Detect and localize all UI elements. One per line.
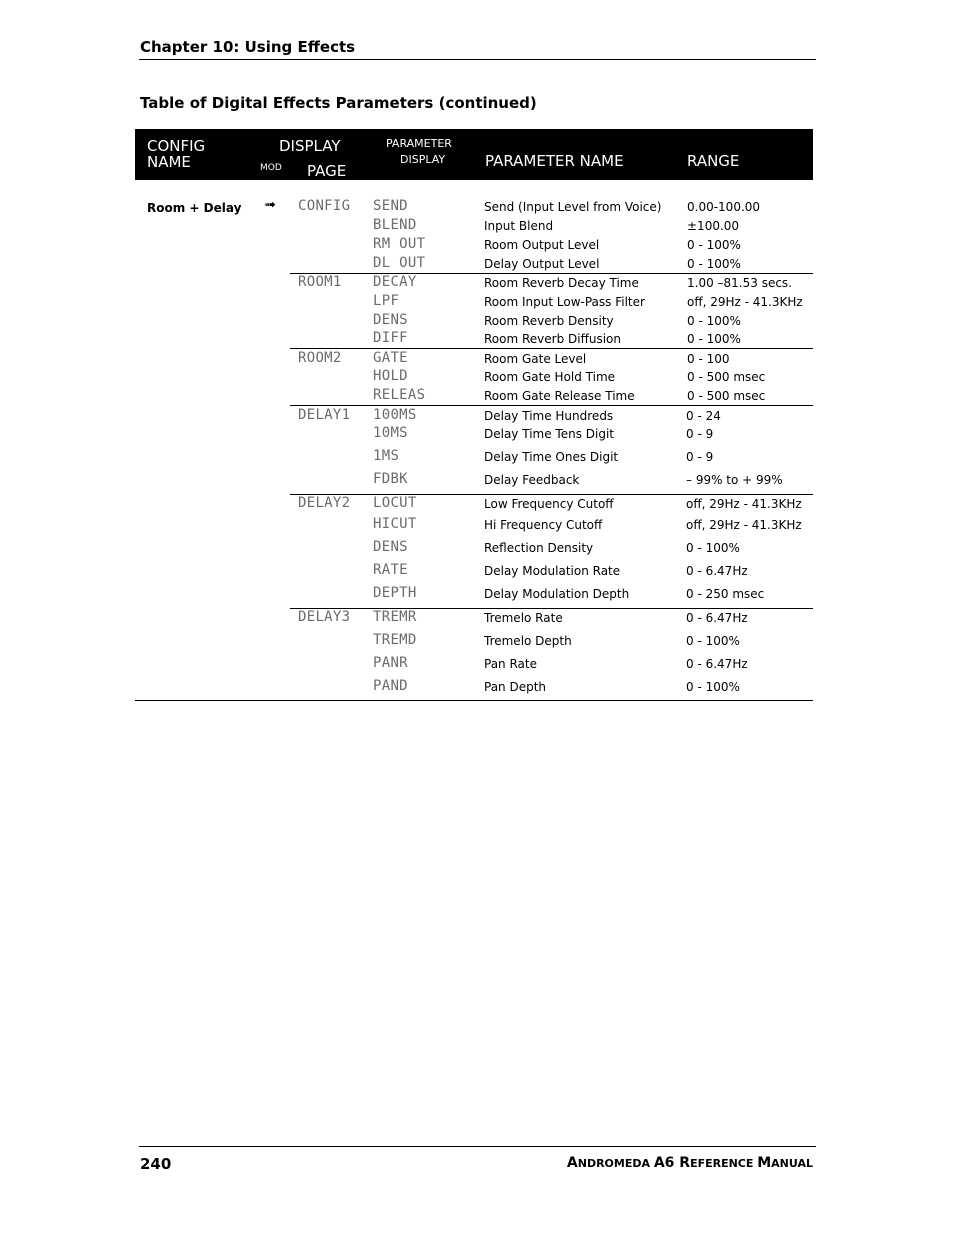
parameter-range: 0 - 500 msec bbox=[687, 370, 766, 384]
parameter-name: Low Frequency Cutoff bbox=[484, 497, 614, 511]
parameter-display: PANR bbox=[373, 655, 408, 671]
manual-title-part: EFERENCE bbox=[690, 1157, 758, 1170]
parameter-range: 0 - 100% bbox=[687, 332, 741, 346]
parameter-range: 0 - 100% bbox=[686, 680, 740, 694]
parameter-name: Room Reverb Decay Time bbox=[484, 276, 639, 290]
parameter-display: DEPTH bbox=[373, 585, 417, 601]
parameter-display: RELEAS bbox=[373, 387, 426, 403]
parameter-display: DIFF bbox=[373, 330, 408, 346]
parameter-name: Delay Modulation Depth bbox=[484, 587, 630, 601]
table-title: Table of Digital Effects Parameters (continued) bbox=[140, 94, 537, 112]
col-display-label-2: PAGE bbox=[307, 162, 347, 180]
parameter-display: DL OUT bbox=[373, 255, 426, 271]
col-config-label-2: NAME bbox=[147, 153, 191, 171]
parameter-display: 10MS bbox=[373, 425, 408, 441]
parameter-display: TREMD bbox=[373, 632, 417, 648]
manual-title-part: NDROMEDA bbox=[577, 1157, 654, 1170]
manual-title-part: ANUAL bbox=[771, 1157, 813, 1170]
parameter-range: – 99% to + 99% bbox=[686, 473, 783, 487]
parameter-name: Hi Frequency Cutoff bbox=[484, 518, 603, 532]
table-bottom-rule bbox=[135, 700, 813, 701]
parameter-display: 100MS bbox=[373, 407, 417, 423]
display-page: DELAY2 bbox=[298, 495, 351, 511]
parameter-display: GATE bbox=[373, 350, 408, 366]
parameter-range: 0 - 250 msec bbox=[686, 587, 765, 601]
parameter-range: 0 - 100% bbox=[686, 541, 740, 555]
parameter-range: off, 29Hz - 41.3KHz bbox=[687, 295, 803, 309]
header-rule bbox=[139, 59, 816, 60]
config-name: Room + Delay bbox=[147, 201, 242, 215]
manual-title bbox=[533, 1155, 813, 1171]
parameter-name: Tremelo Depth bbox=[484, 634, 572, 648]
display-page: CONFIG bbox=[298, 198, 351, 214]
parameter-display: DECAY bbox=[373, 274, 417, 290]
parameter-name: Send (Input Level from Voice) bbox=[484, 200, 662, 214]
col-display-label-1: DISPLAY bbox=[279, 137, 341, 155]
footer-rule bbox=[139, 1146, 816, 1147]
parameter-name: Room Input Low-Pass Filter bbox=[484, 295, 645, 309]
parameter-range: 0 - 9 bbox=[686, 450, 714, 464]
parameter-range: 0 - 100% bbox=[687, 238, 741, 252]
parameter-name: Delay Time Hundreds bbox=[484, 409, 614, 423]
parameter-name: Delay Time Ones Digit bbox=[484, 450, 619, 464]
manual-title-part: A bbox=[566, 1155, 578, 1171]
parameter-range: 0 - 100% bbox=[687, 314, 741, 328]
parameter-display: SEND bbox=[373, 198, 408, 214]
manual-title-part: M bbox=[757, 1155, 772, 1171]
group-divider bbox=[290, 273, 813, 274]
parameter-name: Reflection Density bbox=[484, 541, 594, 555]
parameter-name: Pan Depth bbox=[484, 680, 547, 694]
parameter-name: Room Output Level bbox=[484, 238, 600, 252]
col-param-display-label-1: PARAMETER bbox=[386, 137, 452, 150]
parameter-display: LPF bbox=[373, 293, 400, 309]
group-divider bbox=[290, 348, 813, 349]
col-range-label: RANGE bbox=[687, 152, 740, 170]
parameter-range: 0 - 9 bbox=[686, 427, 714, 441]
parameter-name: Delay Time Tens Digit bbox=[484, 427, 614, 441]
parameter-range: ±100.00 bbox=[687, 219, 740, 233]
display-page: ROOM2 bbox=[298, 350, 342, 366]
parameter-display: RM OUT bbox=[373, 236, 426, 252]
parameter-name: Tremelo Rate bbox=[484, 611, 563, 625]
parameter-name: Room Reverb Diffusion bbox=[484, 332, 621, 346]
parameter-range: 0 - 6.47Hz bbox=[686, 611, 748, 625]
col-param-display-label-2: DISPLAY bbox=[400, 153, 446, 166]
parameter-display: TREMR bbox=[373, 609, 417, 625]
parameter-range: off, 29Hz - 41.3KHz bbox=[686, 497, 802, 511]
parameter-name: Room Reverb Density bbox=[484, 314, 614, 328]
parameter-display: PAND bbox=[373, 678, 408, 694]
parameter-range: off, 29Hz - 41.3KHz bbox=[686, 518, 802, 532]
parameter-display: FDBK bbox=[373, 471, 408, 487]
display-page: DELAY3 bbox=[298, 609, 351, 625]
col-mod-label: MOD bbox=[260, 163, 282, 173]
parameter-name: Room Gate Level bbox=[484, 352, 587, 366]
chapter-title: Chapter 10: Using Effects bbox=[140, 38, 356, 56]
parameter-display: HICUT bbox=[373, 516, 417, 532]
parameter-range: 0 - 100 bbox=[687, 352, 730, 366]
mod-arrow-icon: ➟ bbox=[264, 197, 276, 213]
parameter-range: 0 - 500 msec bbox=[687, 389, 766, 403]
parameter-range: 1.00 –81.53 secs. bbox=[687, 276, 792, 290]
display-page: DELAY1 bbox=[298, 407, 351, 423]
parameter-range: 0.00-100.00 bbox=[687, 200, 761, 214]
page-number: 240 bbox=[140, 1155, 172, 1173]
parameter-display: LOCUT bbox=[373, 495, 417, 511]
parameter-name: Delay Modulation Rate bbox=[484, 564, 621, 578]
parameter-display: 1MS bbox=[373, 448, 400, 464]
parameter-name: Input Blend bbox=[484, 219, 554, 233]
parameter-display: DENS bbox=[373, 539, 408, 555]
parameter-display: RATE bbox=[373, 562, 408, 578]
parameter-range: 0 - 24 bbox=[686, 409, 721, 423]
group-divider bbox=[290, 494, 813, 495]
group-divider bbox=[290, 608, 813, 609]
parameter-range: 0 - 6.47Hz bbox=[686, 657, 748, 671]
parameter-display: BLEND bbox=[373, 217, 417, 233]
parameter-range: 0 - 100% bbox=[687, 257, 741, 271]
parameter-name: Delay Feedback bbox=[484, 473, 580, 487]
col-config-label-1: CONFIG bbox=[147, 137, 206, 155]
parameter-name: Room Gate Hold Time bbox=[484, 370, 616, 384]
parameter-display: HOLD bbox=[373, 368, 408, 384]
table-header bbox=[135, 129, 813, 180]
parameter-range: 0 - 100% bbox=[686, 634, 740, 648]
parameter-name: Delay Output Level bbox=[484, 257, 600, 271]
display-page: ROOM1 bbox=[298, 274, 342, 290]
parameter-range: 0 - 6.47Hz bbox=[686, 564, 748, 578]
parameter-name: Pan Rate bbox=[484, 657, 537, 671]
parameter-display: DENS bbox=[373, 312, 408, 328]
group-divider bbox=[290, 405, 813, 406]
manual-title-part: A6 R bbox=[653, 1155, 691, 1171]
col-param-name-label: PARAMETER NAME bbox=[485, 152, 624, 170]
parameter-name: Room Gate Release Time bbox=[484, 389, 635, 403]
